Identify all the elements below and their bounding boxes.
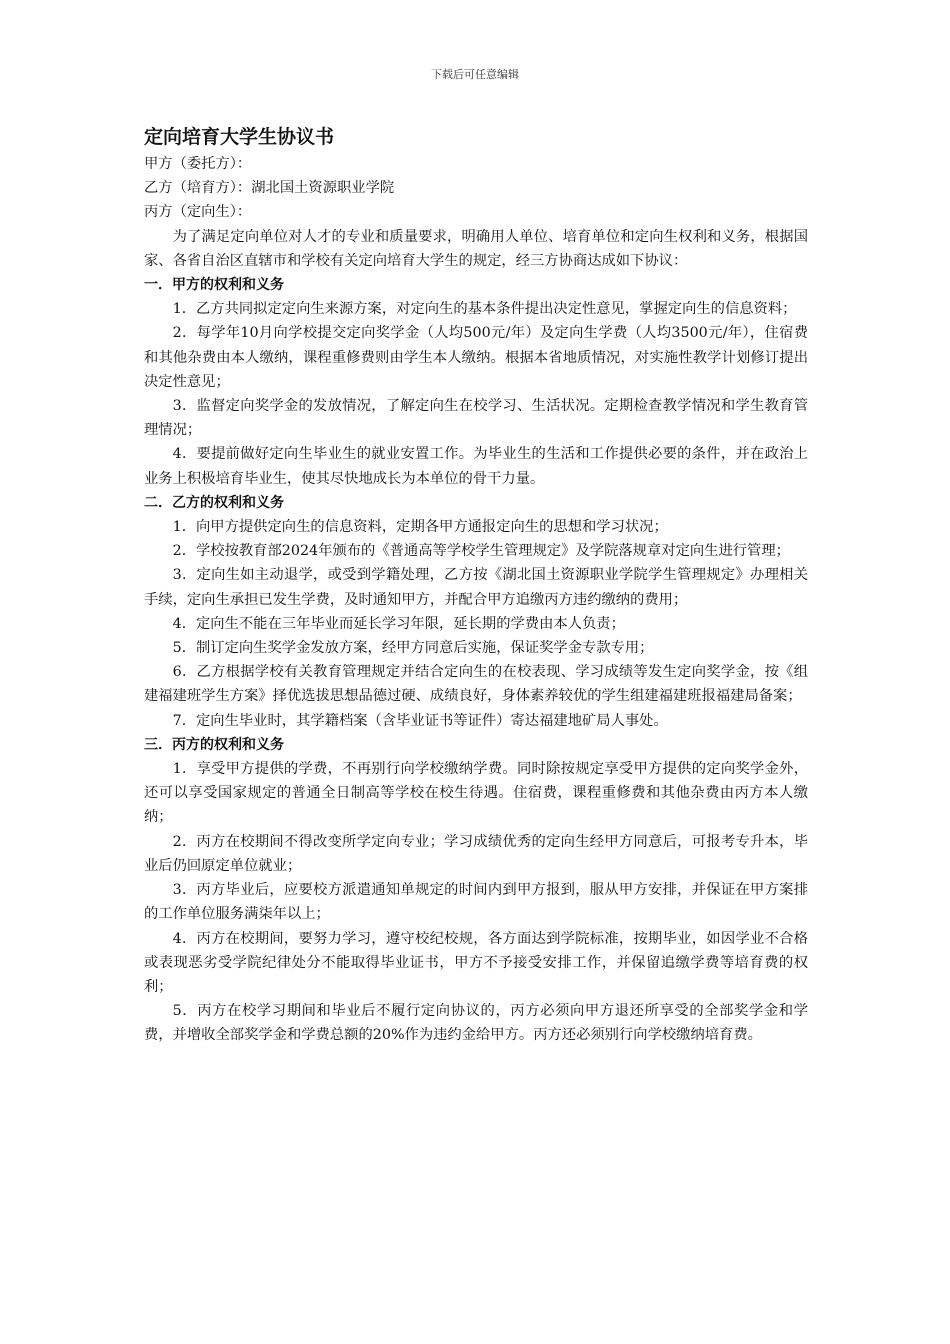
clause-3-4: 4．丙方在校期间，要努力学习，遵守校纪校规，各方面达到学院标准，按期毕业，如因学业不合格或表现恶劣受学院纪律处分不能取得毕业证书，甲方不予接受安排工作，并保留追缴学费等培育费的权利；: [144, 930, 808, 995]
party-a: 甲方（委托方）：: [144, 156, 252, 172]
clause-3-1: 1．享受甲方提供的学费，不再别行向学校缴纳学费。同时除按规定享受甲方提供的定向奖学金外，还可以享受国家规定的普通全日制高等学校在校生待遇。住宿费，课程重修费和其他杂费由丙方本人缴纳；: [144, 761, 808, 826]
clause-3-2: 2．丙方在校期间不得改变所学定向专业；学习成绩优秀的定向生经甲方同意后，可报考专升本，毕业后仍回原定单位就业；: [144, 833, 808, 874]
section-heading-3: 三．丙方的权利和义务: [144, 736, 284, 753]
party-b: 乙方（培育方）：湖北国土资源职业学院: [144, 180, 395, 197]
clause-2-7: 7．定向生毕业时，其学籍档案（含毕业证书等证件）寄达福建地矿局人事处。: [172, 712, 668, 729]
clause-3-3: 3．丙方毕业后，应要校方派遣通知单规定的时间内到甲方报到，服从甲方安排，并保证在甲方案排的工作单位服务满柒年以上；: [144, 882, 808, 923]
page-header: 下载后可任意编辑: [431, 68, 519, 81]
clause-2-2: 2．学校按教育部2024年颁布的《普通高等学校学生管理规定》及学院落规章对定向生进行管理；: [172, 543, 790, 560]
document-title: 定向培育大学生协议书: [144, 126, 335, 148]
intro-paragraph: 为了满足定向单位对人才的专业和质量要求，明确用人单位、培育单位和定向生权利和义务，根据国家、各省自治区直辖市和学校有关定向培育大学生的规定，经三方协商达成如下协议：: [144, 228, 808, 269]
section-heading-1: 一．甲方的权利和义务: [144, 277, 284, 294]
clause-1-4: 4．要提前做好定向生毕业生的就业安置工作。为毕业生的生活和工作提供必要的条件，并在政治上业务上积极培育毕业生，使其尽快地成长为本单位的骨干力量。: [144, 446, 808, 487]
document-body: [144, 122, 808, 1048]
clause-1-1: 1．乙方共同拟定定向生来源方案，对定向生的基本条件提出决定性意见，掌握定向生的信息资料；: [172, 301, 797, 318]
clause-3-5: 5．丙方在校学习期间和毕业后不履行定向协议的，丙方必须向甲方退还所享受的全部奖学金和学费，并增收全部奖学金和学费总额的20%作为违约金给甲方。丙方还必须别行向学校缴纳培育费。: [144, 1003, 808, 1044]
party-c: 丙方（定向生）：: [144, 204, 252, 221]
clause-2-5: 5．制订定向生奖学金发放方案，经甲方同意后实施，保证奖学金专款专用；: [172, 640, 654, 657]
section-heading-2: 二．乙方的权利和义务: [144, 494, 284, 511]
clause-1-3: 3．监督定向奖学金的发放情况，了解定向生在校学习、生活状况。定期检查教学情况和学生教育管理情况；: [144, 398, 808, 439]
clause-2-6: 6．乙方根据学校有关教育管理规定并结合定向生的在校表现、学习成绩等发生定向奖学金，按《组建福建班学生方案》择优选拔思想品德过硬、成绩良好，身体素养较优的学生组建福建班报福建局备案；: [144, 664, 808, 705]
clause-1-2: 2．每学年10月向学校提交定向奖学金（人均500元/年）及定向生学费（人均3500元/年），住宿费和其他杂费由本人缴纳，课程重修费则由学生本人缴纳。根据本省地质情况，对实施性教学计划修订提出决定性意见；: [144, 325, 808, 390]
clause-2-3: 3．定向生如主动退学，或受到学籍处理，乙方按《湖北国土资源职业学院学生管理规定》办理相关手续，定向生承担已发生学费，及时通知甲方，并配合甲方追缴丙方违约缴纳的费用；: [144, 567, 808, 608]
clause-2-1: 1．向甲方提供定向生的信息资料，定期各甲方通报定向生的思想和学习状况；: [172, 519, 668, 536]
clause-2-4: 4．定向生不能在三年毕业而延长学习年限，延长期的学费由本人负责；: [172, 615, 625, 632]
